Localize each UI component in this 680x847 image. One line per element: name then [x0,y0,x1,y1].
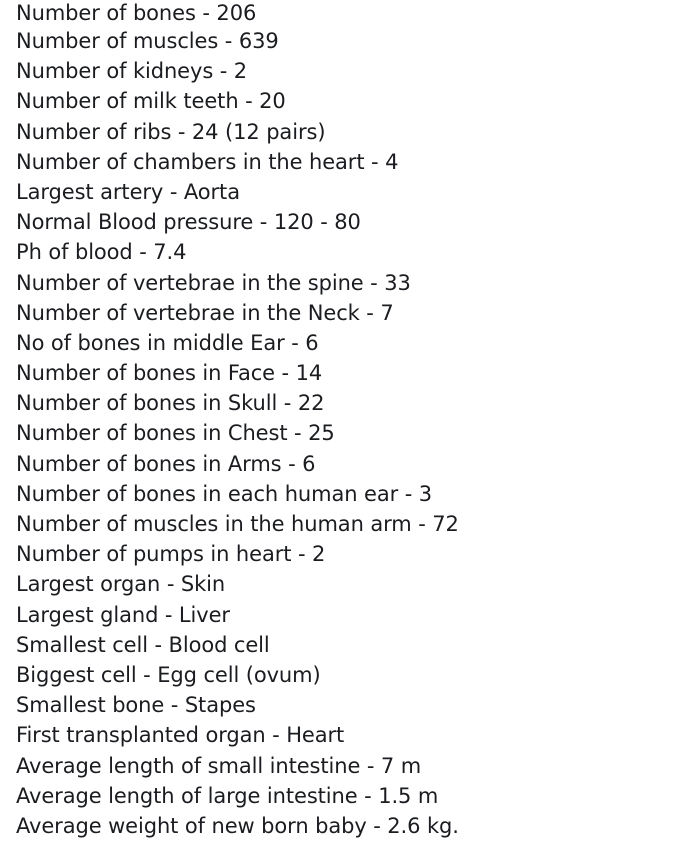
fact-line: Smallest cell - Blood cell [16,632,270,657]
fact-line: No of bones in middle Ear - 6 [16,330,319,355]
fact-line: Largest organ - Skin [16,572,226,597]
fact-line: Number of muscles - 639 [16,29,279,53]
fact-line: Ph of blood - 7.4 [16,240,187,265]
fact-line: Number of muscles in the human arm - 72 [16,512,459,536]
fact-line: Biggest cell - Egg cell (ovum) [16,662,321,687]
fact-line: Number of bones in Arms - 6 [16,451,316,476]
fact-line: Number of bones in each human ear - 3 [16,481,433,506]
fact-line: Smallest bone - Stapes [16,693,256,718]
fact-line: Number of kidneys - 2 [16,59,248,84]
fact-line: Number of bones in Chest - 25 [16,421,335,446]
fact-line: Number of chambers in the heart - 4 [16,149,399,174]
fact-line: Largest artery - Aorta [16,179,240,204]
fact-line: Number of vertebrae in the Neck - 7 [16,300,394,325]
fact-line: Average length of large intestine - 1.5 m [16,783,439,808]
fact-line: First transplanted organ - Heart [16,723,345,748]
fact-line: Average weight of new born baby - 2.6 kg. [16,813,459,838]
fact-line: Number of bones in Face - 14 [16,361,323,386]
fact-line: Normal Blood pressure - 120 - 80 [16,210,361,235]
fact-line: Number of ribs - 24 (12 pairs) [16,119,326,144]
fact-line: Number of bones - 206 [16,1,257,25]
fact-line: Number of milk teeth - 20 [16,89,286,114]
fact-line: Number of bones in Skull - 22 [16,391,325,416]
fact-line: Average length of small intestine - 7 m [16,753,422,778]
fact-line: Largest gland - Liver [16,602,230,627]
fact-line: Number of pumps in heart - 2 [16,542,326,567]
fact-line: Number of vertebrae in the spine - 33 [16,270,411,295]
